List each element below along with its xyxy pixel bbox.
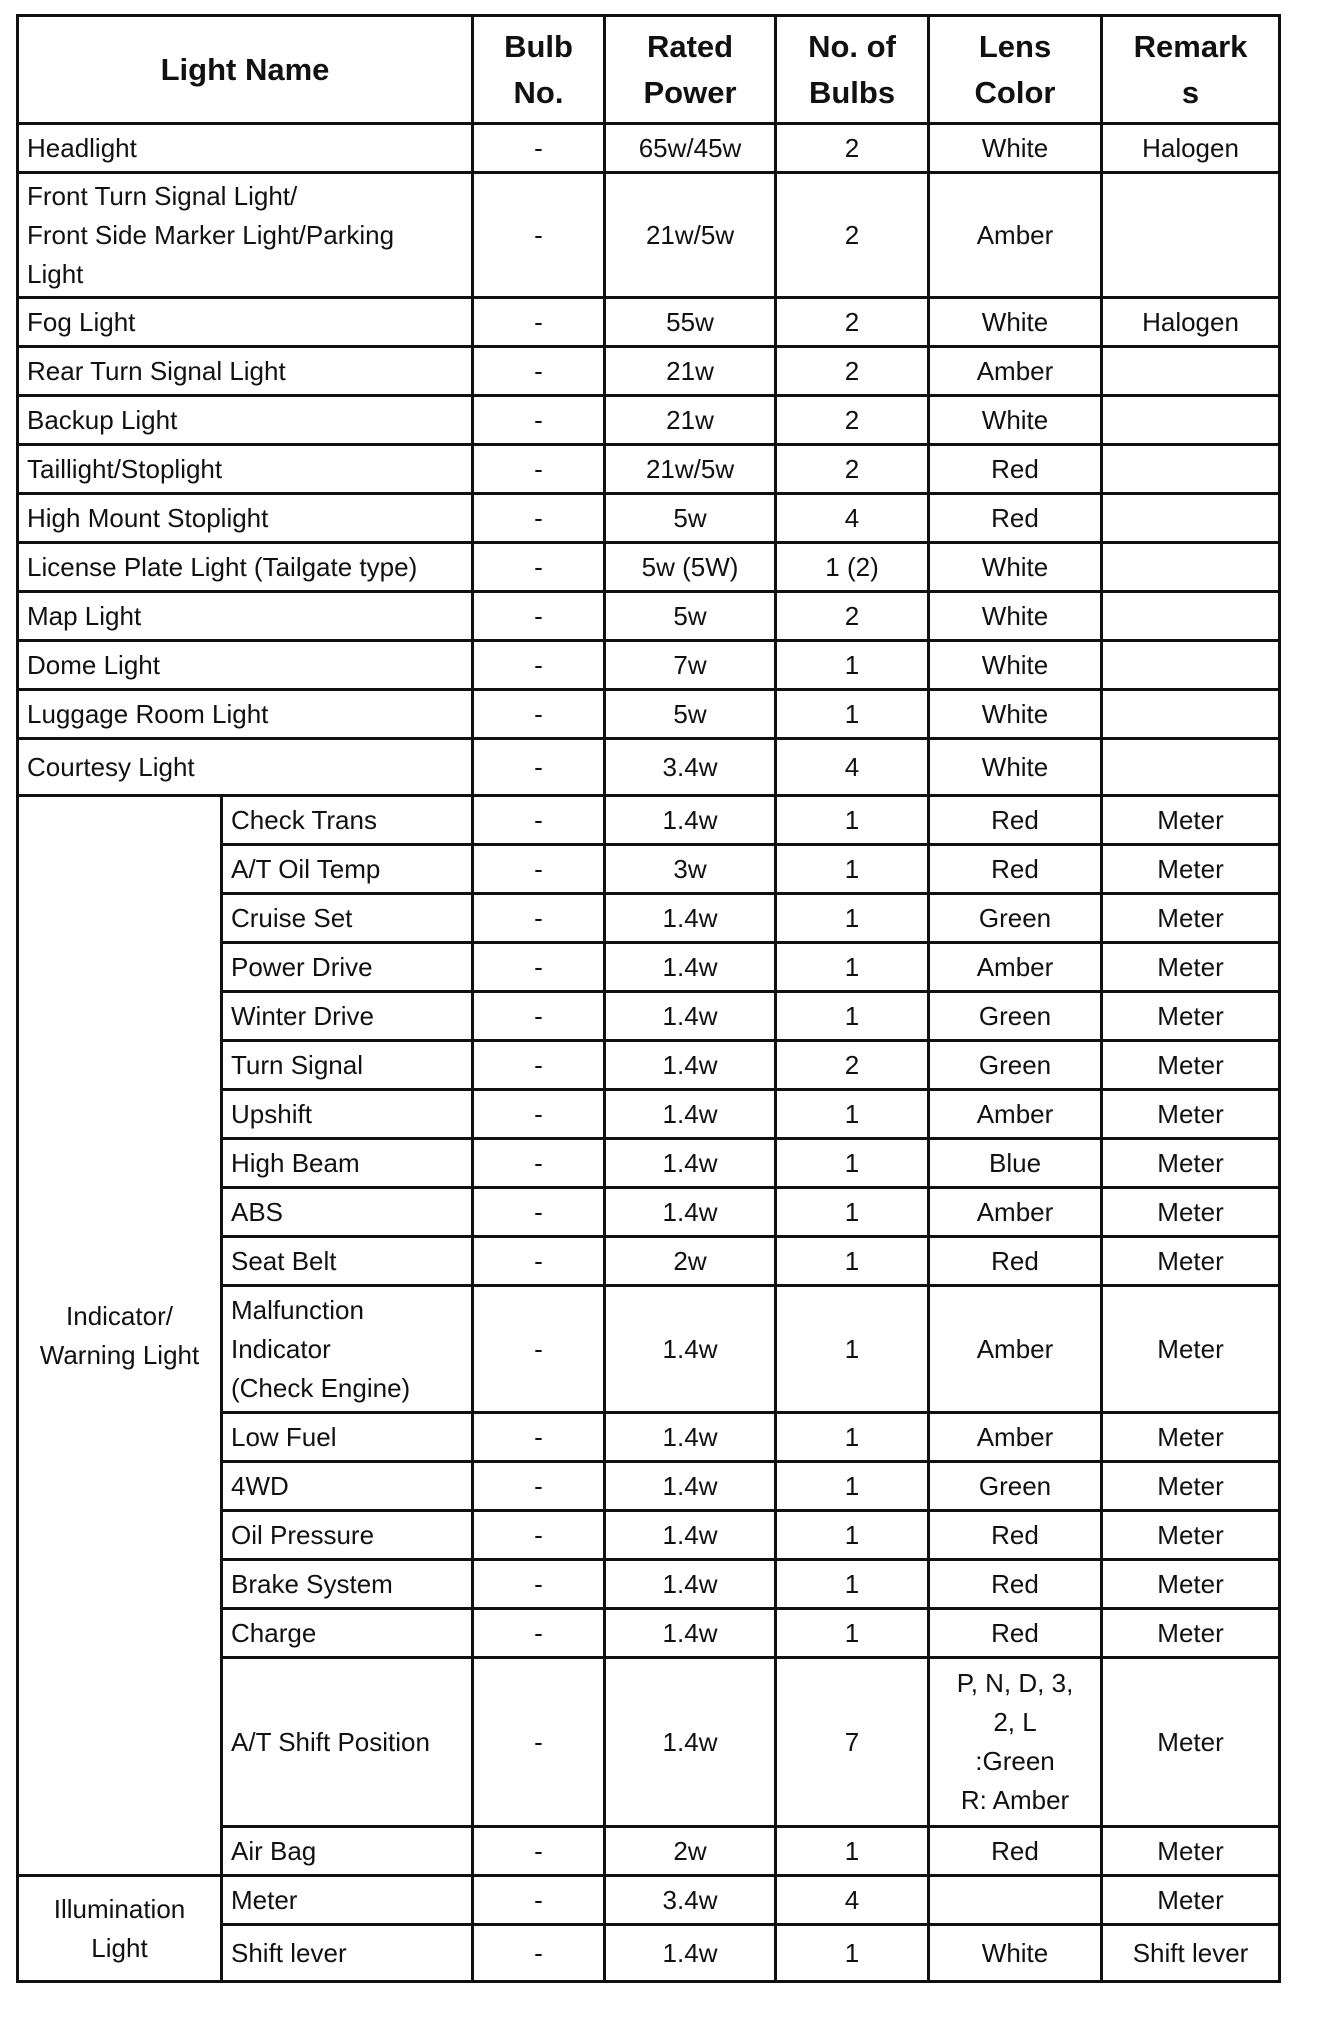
light-name-cell: Air Bag (222, 1827, 473, 1876)
lens-color-cell: Red (929, 1827, 1102, 1876)
lens-color-cell: White (929, 690, 1102, 739)
remarks-cell: Meter (1102, 845, 1280, 894)
rated-power-cell: 1.4w (605, 1090, 776, 1139)
bulb-no-cell: - (473, 1090, 605, 1139)
color-line: P, N, D, 3, (956, 1668, 1074, 1698)
bulb-no-cell: - (473, 992, 605, 1041)
rated-power-cell: 5w (605, 494, 776, 543)
rated-power-cell: 1.4w (605, 1462, 776, 1511)
bulb-no-cell: - (473, 1041, 605, 1090)
light-name-cell: Shift lever (222, 1925, 473, 1982)
bulb-no-cell: - (473, 1462, 605, 1511)
bulb-no-cell: - (473, 690, 605, 739)
lens-color-cell: Amber (929, 1188, 1102, 1237)
bulb-no-cell: - (473, 1658, 605, 1827)
remarks-cell (1102, 494, 1280, 543)
name-line: Front Turn Signal Light/ (27, 180, 298, 211)
rated-power-cell: 1.4w (605, 1925, 776, 1982)
rated-power-cell: 21w/5w (605, 173, 776, 298)
lens-color-cell: Amber (929, 173, 1102, 298)
header-bulb-no (473, 16, 605, 124)
lens-color-cell: Amber (929, 943, 1102, 992)
bulb-count-cell: 2 (776, 173, 929, 298)
bulb-specification-table (16, 14, 1281, 1983)
header-remarks (1102, 16, 1280, 124)
light-name-cell: High Mount Stoplight (18, 494, 473, 543)
header-no-of-bulbs (776, 16, 929, 124)
bulb-no-cell: - (473, 1139, 605, 1188)
bulb-no-cell: - (473, 796, 605, 845)
lens-color-cell: White (929, 396, 1102, 445)
lens-color-cell: White (929, 641, 1102, 690)
rated-power-cell: 1.4w (605, 992, 776, 1041)
lens-color-cell: Red (929, 1511, 1102, 1560)
light-name-cell: Courtesy Light (18, 739, 473, 796)
remarks-cell (1102, 347, 1280, 396)
table-row (18, 543, 1280, 592)
table-row (18, 739, 1280, 796)
remarks-cell: Halogen (1102, 124, 1280, 173)
illumination-group-label (18, 1876, 222, 1982)
light-name-cell: Brake System (222, 1560, 473, 1609)
lens-color-cell: Blue (929, 1139, 1102, 1188)
header-line: No. (513, 74, 564, 110)
light-name-cell: Fog Light (18, 298, 473, 347)
remarks-cell: Meter (1102, 1827, 1280, 1876)
indicator-warning-group-label (18, 796, 222, 1876)
lens-color-cell: Red (929, 494, 1102, 543)
bulb-count-cell: 1 (776, 992, 929, 1041)
bulb-count-cell: 1 (776, 1413, 929, 1462)
remarks-cell: Meter (1102, 894, 1280, 943)
bulb-count-cell: 1 (776, 894, 929, 943)
remarks-cell (1102, 173, 1280, 298)
group-label-line: Light (91, 1932, 148, 1963)
light-name-cell: Meter (222, 1876, 473, 1925)
light-name-cell: High Beam (222, 1139, 473, 1188)
light-name-cell: Luggage Room Light (18, 690, 473, 739)
remarks-cell: Meter (1102, 1286, 1280, 1413)
header-line: s (1181, 74, 1200, 110)
remarks-cell: Meter (1102, 1090, 1280, 1139)
lens-color-cell: Red (929, 1237, 1102, 1286)
remarks-cell: Meter (1102, 1413, 1280, 1462)
lens-color-cell: White (929, 592, 1102, 641)
bulb-count-cell: 1 (776, 1139, 929, 1188)
table-row (18, 641, 1280, 690)
bulb-no-cell: - (473, 494, 605, 543)
bulb-count-cell: 1 (776, 1090, 929, 1139)
lens-color-cell: White (929, 543, 1102, 592)
remarks-cell: Meter (1102, 992, 1280, 1041)
bulb-count-cell: 1 (776, 845, 929, 894)
bulb-count-cell: 1 (776, 1462, 929, 1511)
lens-color-cell: Amber (929, 1413, 1102, 1462)
light-name-cell: Upshift (222, 1090, 473, 1139)
header-lens-color (929, 16, 1102, 124)
light-name-cell (222, 1286, 473, 1413)
light-name-cell: Oil Pressure (222, 1511, 473, 1560)
remarks-cell: Meter (1102, 943, 1280, 992)
header-rated-power (605, 16, 776, 124)
header-line: Bulbs (808, 74, 896, 110)
bulb-no-cell: - (473, 1560, 605, 1609)
light-name-cell: Power Drive (222, 943, 473, 992)
bulb-no-cell: - (473, 1237, 605, 1286)
group-label-line: Illumination (53, 1893, 186, 1924)
rated-power-cell: 1.4w (605, 943, 776, 992)
bulb-count-cell: 1 (776, 1188, 929, 1237)
remarks-cell (1102, 543, 1280, 592)
lens-color-cell: Red (929, 1609, 1102, 1658)
lens-color-cell: Green (929, 992, 1102, 1041)
group-label-line: Indicator/ (66, 1300, 173, 1331)
light-name-cell: A/T Shift Position (222, 1658, 473, 1827)
bulb-count-cell: 1 (776, 1511, 929, 1560)
bulb-count-cell: 7 (776, 1658, 929, 1827)
lens-color-cell: Red (929, 796, 1102, 845)
light-name-cell: Charge (222, 1609, 473, 1658)
rated-power-cell: 1.4w (605, 1286, 776, 1413)
lens-color-cell: White (929, 124, 1102, 173)
bulb-no-cell: - (473, 173, 605, 298)
lens-color-cell: White (929, 298, 1102, 347)
rated-power-cell: 7w (605, 641, 776, 690)
name-line: Indicator (231, 1333, 331, 1364)
table-row (18, 396, 1280, 445)
header-line: Bulb (504, 28, 573, 64)
table-row (18, 494, 1280, 543)
remarks-cell (1102, 592, 1280, 641)
rated-power-cell: 1.4w (605, 1658, 776, 1827)
table-row (18, 690, 1280, 739)
remarks-cell: Halogen (1102, 298, 1280, 347)
remarks-cell (1102, 445, 1280, 494)
bulb-no-cell: - (473, 124, 605, 173)
bulb-no-cell: - (473, 1188, 605, 1237)
rated-power-cell: 65w/45w (605, 124, 776, 173)
color-line: :Green (975, 1746, 1055, 1776)
remarks-cell: Meter (1102, 1511, 1280, 1560)
bulb-no-cell: - (473, 739, 605, 796)
name-line: (Check Engine) (231, 1372, 411, 1403)
remarks-cell: Meter (1102, 1237, 1280, 1286)
light-name-cell: Low Fuel (222, 1413, 473, 1462)
bulb-count-cell: 1 (776, 641, 929, 690)
bulb-count-cell: 1 (776, 1560, 929, 1609)
bulb-count-cell: 4 (776, 1876, 929, 1925)
light-name-cell: Map Light (18, 592, 473, 641)
remarks-cell: Meter (1102, 1188, 1280, 1237)
lens-color-cell: Green (929, 1041, 1102, 1090)
bulb-no-cell: - (473, 1511, 605, 1560)
lens-color-cell: White (929, 1925, 1102, 1982)
bulb-specification-sheet (16, 14, 1278, 2000)
rated-power-cell: 3w (605, 845, 776, 894)
bulb-no-cell: - (473, 641, 605, 690)
header-light-name: Light Name (18, 16, 473, 124)
header-line: No. of (808, 28, 896, 64)
light-name-cell: ABS (222, 1188, 473, 1237)
remarks-cell: Meter (1102, 1139, 1280, 1188)
bulb-count-cell: 4 (776, 739, 929, 796)
bulb-no-cell: - (473, 1609, 605, 1658)
lens-color-cell (929, 1876, 1102, 1925)
lens-color-cell: Red (929, 1560, 1102, 1609)
bulb-no-cell: - (473, 543, 605, 592)
rated-power-cell: 21w (605, 396, 776, 445)
rated-power-cell: 1.4w (605, 894, 776, 943)
rated-power-cell: 5w (605, 592, 776, 641)
light-name-cell: Taillight/Stoplight (18, 445, 473, 494)
remarks-cell (1102, 641, 1280, 690)
light-name-cell: Cruise Set (222, 894, 473, 943)
bulb-count-cell: 1 (776, 796, 929, 845)
light-name-cell: Winter Drive (222, 992, 473, 1041)
lens-color-cell (929, 1658, 1102, 1827)
remarks-cell (1102, 739, 1280, 796)
remarks-cell: Meter (1102, 1876, 1280, 1925)
light-name-cell: Rear Turn Signal Light (18, 347, 473, 396)
bulb-no-cell: - (473, 1925, 605, 1982)
bulb-count-cell: 1 (776, 1609, 929, 1658)
light-name-cell: Check Trans (222, 796, 473, 845)
bulb-count-cell: 2 (776, 124, 929, 173)
bulb-no-cell: - (473, 592, 605, 641)
table-row (18, 796, 1280, 845)
bulb-count-cell: 2 (776, 396, 929, 445)
rated-power-cell: 1.4w (605, 1041, 776, 1090)
light-name-cell: Seat Belt (222, 1237, 473, 1286)
table-row (18, 173, 1280, 298)
bulb-count-cell: 4 (776, 494, 929, 543)
bulb-count-cell: 2 (776, 445, 929, 494)
table-row (18, 445, 1280, 494)
bulb-count-cell: 1 (776, 1827, 929, 1876)
color-line: 2, L (993, 1707, 1037, 1737)
rated-power-cell: 1.4w (605, 1139, 776, 1188)
light-name-cell: Headlight (18, 124, 473, 173)
remarks-cell (1102, 690, 1280, 739)
light-name-cell (18, 173, 473, 298)
bulb-no-cell: - (473, 894, 605, 943)
rated-power-cell: 55w (605, 298, 776, 347)
light-name-cell: Dome Light (18, 641, 473, 690)
light-name-cell: Turn Signal (222, 1041, 473, 1090)
color-line: R: Amber (960, 1785, 1070, 1815)
rated-power-cell: 5w (605, 690, 776, 739)
rated-power-cell: 3.4w (605, 1876, 776, 1925)
bulb-count-cell: 1 (776, 943, 929, 992)
table-row (18, 124, 1280, 173)
lens-color-cell: Amber (929, 347, 1102, 396)
bulb-no-cell: - (473, 347, 605, 396)
bulb-no-cell: - (473, 845, 605, 894)
bulb-count-cell: 1 (776, 1286, 929, 1413)
name-line: Front Side Marker Light/Parking (27, 219, 395, 250)
header-line: Power (643, 74, 737, 110)
header-line: Rated (646, 28, 734, 64)
remarks-cell: Meter (1102, 1560, 1280, 1609)
group-label-line: Warning Light (39, 1339, 200, 1370)
rated-power-cell: 21w (605, 347, 776, 396)
bulb-count-cell: 1 (776, 690, 929, 739)
rated-power-cell: 1.4w (605, 1511, 776, 1560)
table-row (18, 298, 1280, 347)
name-line: Malfunction (231, 1294, 364, 1325)
table-row (18, 1876, 1280, 1925)
table-row (18, 347, 1280, 396)
bulb-count-cell: 1 (776, 1925, 929, 1982)
rated-power-cell: 3.4w (605, 739, 776, 796)
remarks-cell: Meter (1102, 1462, 1280, 1511)
bulb-count-cell: 2 (776, 347, 929, 396)
header-line: Color (974, 74, 1056, 110)
bulb-count-cell: 2 (776, 1041, 929, 1090)
rated-power-cell: 1.4w (605, 1188, 776, 1237)
lens-color-cell: White (929, 739, 1102, 796)
lens-color-cell: Green (929, 894, 1102, 943)
bulb-count-cell: 2 (776, 298, 929, 347)
bulb-count-cell: 1 (776, 1237, 929, 1286)
bulb-no-cell: - (473, 1413, 605, 1462)
remarks-cell: Meter (1102, 1041, 1280, 1090)
rated-power-cell: 1.4w (605, 1560, 776, 1609)
lens-color-cell: Red (929, 845, 1102, 894)
bulb-no-cell: - (473, 1286, 605, 1413)
rated-power-cell: 1.4w (605, 796, 776, 845)
rated-power-cell: 1.4w (605, 1413, 776, 1462)
lens-color-cell: Amber (929, 1090, 1102, 1139)
bulb-no-cell: - (473, 445, 605, 494)
header-line: Lens (978, 28, 1052, 64)
light-name-cell: License Plate Light (Tailgate type) (18, 543, 473, 592)
bulb-count-cell: 1 (2) (776, 543, 929, 592)
remarks-cell: Meter (1102, 796, 1280, 845)
name-line: Light (27, 258, 84, 289)
rated-power-cell: 5w (5W) (605, 543, 776, 592)
lens-color-cell: Green (929, 1462, 1102, 1511)
lens-color-cell: Red (929, 445, 1102, 494)
remarks-cell: Meter (1102, 1609, 1280, 1658)
remarks-cell (1102, 396, 1280, 445)
table-row (18, 592, 1280, 641)
rated-power-cell: 2w (605, 1237, 776, 1286)
rated-power-cell: 21w/5w (605, 445, 776, 494)
remarks-cell: Meter (1102, 1658, 1280, 1827)
remarks-cell: Shift lever (1102, 1925, 1280, 1982)
lens-color-cell: Amber (929, 1286, 1102, 1413)
bulb-no-cell: - (473, 1827, 605, 1876)
header-row (18, 16, 1280, 124)
bulb-no-cell: - (473, 298, 605, 347)
rated-power-cell: 1.4w (605, 1609, 776, 1658)
light-name-cell: A/T Oil Temp (222, 845, 473, 894)
light-name-cell: Backup Light (18, 396, 473, 445)
bulb-count-cell: 2 (776, 592, 929, 641)
bulb-no-cell: - (473, 396, 605, 445)
rated-power-cell: 2w (605, 1827, 776, 1876)
bulb-no-cell: - (473, 1876, 605, 1925)
bulb-no-cell: - (473, 943, 605, 992)
header-line: Remark (1133, 28, 1248, 64)
light-name-cell: 4WD (222, 1462, 473, 1511)
